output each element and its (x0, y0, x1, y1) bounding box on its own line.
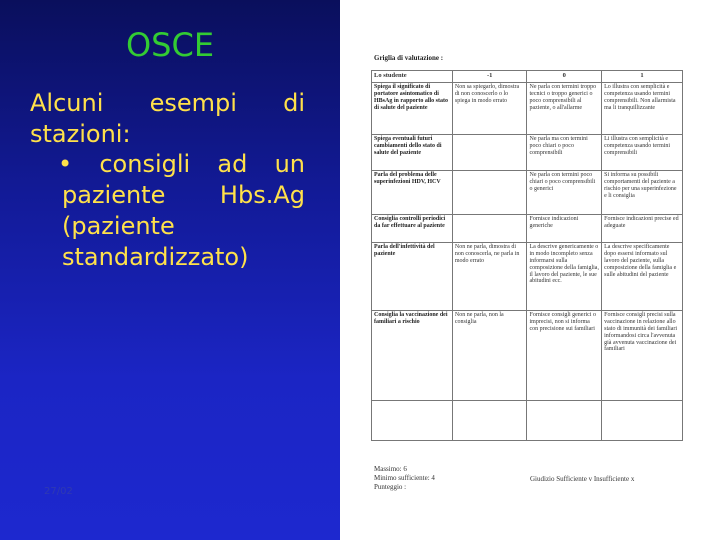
evaluation-grid (371, 70, 683, 441)
min-score: Minimo sufficiente: 4 (374, 473, 435, 482)
table-cell: Fornisce indicazioni precise ed adeguate (602, 215, 683, 243)
table-cell: Li illustra con semplicità e competenza usando termini comprensibili (602, 135, 683, 171)
table-cell: Non ne parla, non la consiglia (452, 311, 527, 401)
body-line-2: stazioni: (30, 119, 131, 148)
grid-header-row (372, 71, 683, 83)
header-cell: Lo studente (372, 71, 453, 83)
table-cell: Non ne parla, dimostra di non conoscerla, ne parla in modo errato (452, 243, 527, 311)
header-cell: 1 (602, 71, 683, 83)
grid-title: Griglia di valutazione : (374, 54, 444, 62)
body-line-1: Alcuni esempi di (30, 89, 305, 117)
table-cell: Si informa su possibili comportamenti del paziente a rischio per una superinfezione e li consiglia (602, 171, 683, 215)
table-row (372, 135, 683, 171)
table-row (372, 311, 683, 401)
criterion-cell: Parla dell'infettività del paziente (372, 243, 453, 311)
table-cell: Non sa spiegarlo, dimostra di non conoscerlo o lo spiega in modo errato (452, 83, 527, 135)
table-cell: La descrive specificamente dopo essersi informato sul lavoro del paziente, sulla composizione della famiglia e sulle abitudini del paziente (602, 243, 683, 311)
table-cell: Fornisce consigli generici o imprecisi, non si informa con precisione sui familiari (527, 311, 602, 401)
bullet-line: • consigli ad un (58, 150, 305, 179)
page-number: 27/02 (44, 486, 73, 497)
criterion-cell: Spiega il significato di portatore asintomatico di HBsAg in rapporto allo stato di salute del paziente (372, 83, 453, 135)
body-line-6: standardizzato) (62, 242, 249, 271)
grid-footer (374, 465, 435, 491)
table-row (372, 83, 683, 135)
criterion-cell: Consiglia la vaccinazione dei familiari a rischio (372, 311, 453, 401)
criterion-cell: Spiega eventuali futuri cambiamenti dello stato di salute del paziente (372, 135, 453, 171)
table-cell: Fornisce indicazioni generiche (527, 215, 602, 243)
table-row (372, 215, 683, 243)
body-line-4: paziente Hbs.Ag (62, 181, 305, 210)
table-cell: Lo illustra con semplicità e competenza usando termini comprensibili. Non allarmista ma li tranquillizzante (602, 83, 683, 135)
table-cell: Ne parla con termini poco chiari o poco comprensibili o generici (527, 171, 602, 215)
header-cell: 0 (527, 71, 602, 83)
score-label: Punteggio : (374, 482, 407, 491)
table-row (372, 171, 683, 215)
table-cell (452, 135, 527, 171)
body-line-5: (paziente (62, 211, 175, 240)
header-cell: -1 (452, 71, 527, 83)
verdict-line: Giudizio Sufficiente v Insufficiente x (530, 475, 635, 483)
table-cell: La descrive genericamente o in modo incompleto senza informarsi sulla composizione della famiglia, il lavoro del paziente, le sue abitudini ecc. (527, 243, 602, 311)
criterion-cell: Consiglia controlli periodici da far effettuare al paziente (372, 215, 453, 243)
table-cell: Fornisce consigli precisi sulla vaccinazione in relazione allo stato di immunità dei familiari informandosi circa l'avvenuta già avvenuta vaccinazione dei familiari (602, 311, 683, 401)
max-score: Massimo: 6 (374, 465, 407, 473)
table-row (372, 243, 683, 311)
table-cell (452, 215, 527, 243)
criterion-cell: Parla del problema delle superinfezioni HDV, HCV (372, 171, 453, 215)
slide-title: OSCE (125, 26, 215, 64)
table-cell: Ne parla con termini troppo tecnici o troppo generici o poco comprensibili al paziente, o all'allarme (527, 83, 602, 135)
table-cell: Ne parla ma con termini poco chiari o poco comprensibili (527, 135, 602, 171)
slide-body (30, 88, 305, 272)
table-row-empty (372, 401, 683, 441)
table-cell (452, 171, 527, 215)
